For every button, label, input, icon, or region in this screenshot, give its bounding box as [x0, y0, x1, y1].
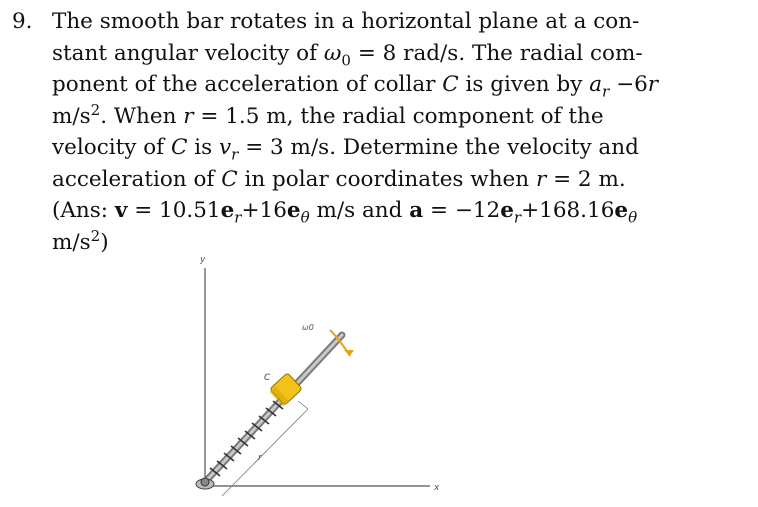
answer-text: (Ans: $v = 10.51e_r+16e_\theta$ m/s and $a = -12e_r+168.16e_\theta$: [52, 198, 638, 227]
problem-text: $m/s^2$. When r = 1.5 m, the radial component of the: [52, 100, 604, 129]
problem-text: stant angular velocity of $\omega_0 = 8$ rad/s. The radial com-: [52, 40, 643, 69]
problem-text: velocity of C is $v_r = 3$ m/s. Determine the velocity and: [52, 135, 639, 164]
x-axis-label: x: [434, 483, 440, 493]
omega0-label: ω0: [302, 323, 314, 332]
problem-number: 9.: [12, 9, 33, 34]
answer-text: $m/s^2$): [52, 226, 109, 255]
collar-label: C: [264, 373, 271, 383]
r-label: r: [258, 453, 262, 463]
smooth-bar: [205, 335, 342, 482]
problem-text: ponent of the acceleration of collar C is given by $a_r -6r$: [52, 72, 659, 101]
problem-text: The smooth bar rotates in a horizontal plane at a con-: [52, 9, 640, 34]
omega-symbol: ω: [323, 40, 342, 66]
problem-text: acceleration of C in polar coordinates when r = 2 m.: [52, 166, 626, 192]
y-axis-label: y: [200, 255, 206, 265]
rotating-bar-figure: [180, 250, 460, 502]
